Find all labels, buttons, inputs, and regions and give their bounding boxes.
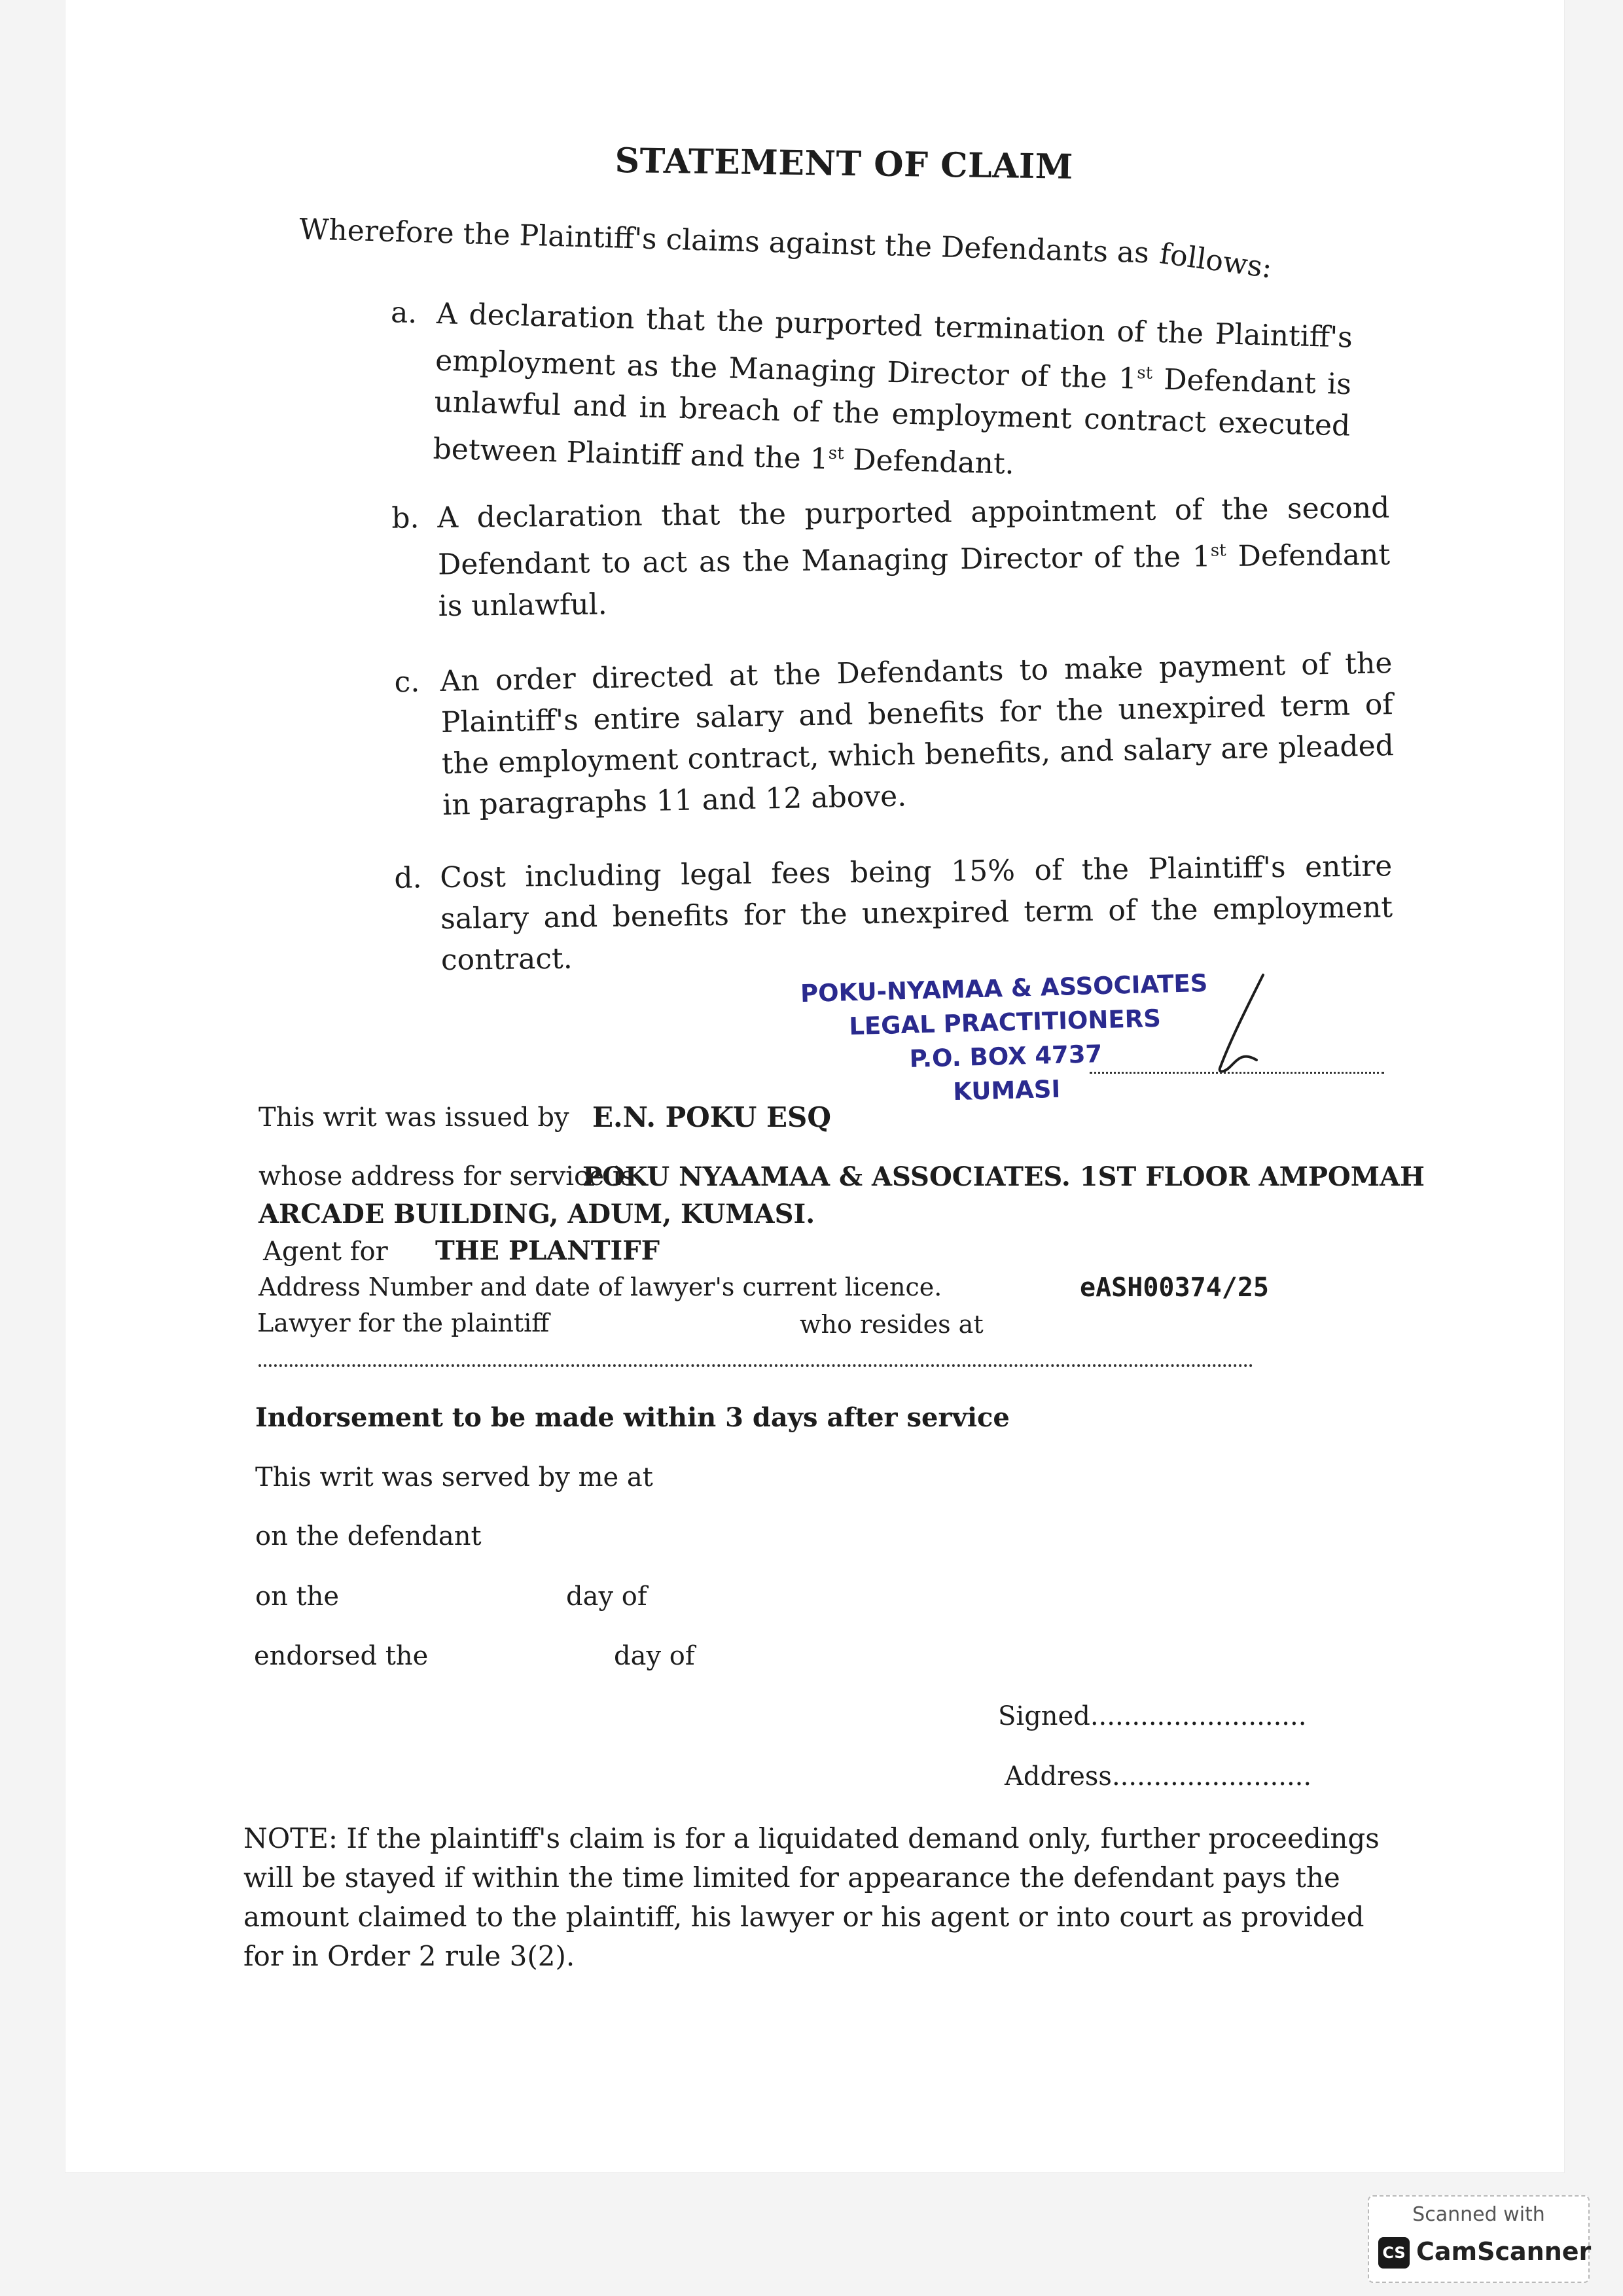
claim-text: Cost including legal fees being 15% of the Plaintiff's entire salary and benefits for the unexpired term of the employment contract. (440, 849, 1393, 977)
claim-text-part: A declaration that the purported appointment of the second Defendant to act as the Managing Director of the 1 (437, 491, 1390, 582)
camscanner-logo-icon: CS (1378, 2237, 1410, 2269)
claim-text (433, 293, 1353, 493)
agent-value: THE PLANTIFF (435, 1235, 660, 1266)
claim-text (437, 487, 1391, 627)
served-at-label: This writ was served by me at (255, 1462, 653, 1492)
claims-intro-main: Wherefore the Plaintiff's claims against the Defendants as (298, 213, 1159, 270)
indorsement-heading: Indorsement to be made within 3 days after service (255, 1402, 1010, 1433)
issued-by-label: This writ was issued by (259, 1103, 569, 1133)
stamp-line: P.O. BOX 4737 (909, 1040, 1103, 1073)
claim-letter: a. (390, 296, 418, 330)
watermark-brand: CamScanner (1416, 2237, 1592, 2266)
document-title: STATEMENT OF CLAIM (615, 141, 1074, 187)
claim-text-part: Defendant is unlawful and in breach of the employment contract executed between Plaintiff and the 1 (433, 362, 1352, 476)
signature-line (1090, 1072, 1384, 1074)
address-line-1: POKU NYAAMAA & ASSOCIATES. 1ST FLOOR AMPOMAH (582, 1161, 1425, 1192)
stamp-line: KUMASI (952, 1074, 1061, 1106)
handwritten-signature (1185, 968, 1302, 1080)
claim-b (391, 487, 1391, 627)
resides-label: who resides at (800, 1310, 984, 1339)
claim-text-part: Defendant. (843, 442, 1015, 481)
endorsed-the-label: endorsed the (254, 1641, 429, 1671)
claim-letter: b. (391, 501, 419, 535)
agent-label: Agent for (263, 1237, 388, 1267)
camscanner-watermark (1368, 2195, 1590, 2283)
claim-text-part: A declaration that the purported termination of the Plaintiff's employment as the Managing Director of the 1 (435, 296, 1353, 396)
claim-letter: d. (394, 861, 422, 895)
address-field: Address........................ (1005, 1761, 1312, 1792)
address-line-2: ARCADE BUILDING, ADUM, KUMASI. (259, 1199, 815, 1229)
lawyer-label: Lawyer for the plaintiff (257, 1309, 550, 1337)
claims-intro-tail: follows: (1158, 237, 1274, 285)
watermark-caption: Scanned with (1412, 2203, 1545, 2226)
ordinal-suffix: st (828, 443, 845, 464)
claim-text-part: Defendant is unlawful. (438, 538, 1391, 623)
ordinal-suffix: st (1136, 363, 1153, 383)
on-the-label: on the (255, 1581, 340, 1612)
day-of-label-2: day of (614, 1641, 695, 1671)
note-paragraph: NOTE: If the plaintiff's claim is for a liquidated demand only, further proceedings will be stayed if within the time limited for appearance the defendant pays the amount claimed to the plaintiff, his lawyer or his agent or into court as provided for in Order 2 rule 3(2). (243, 1822, 1380, 1972)
stamp-line: POKU-NYAMAA & ASSOCIATES (800, 968, 1208, 1008)
licence-label: Address Number and date of lawyer's current licence. (259, 1273, 942, 1301)
on-defendant-label: on the defendant (255, 1521, 482, 1551)
address-label: whose address for service is (259, 1161, 635, 1192)
stamp-line: LEGAL PRACTITIONERS (848, 1004, 1162, 1041)
claim-letter: c. (394, 665, 420, 699)
claim-d (394, 845, 1393, 981)
firm-stamp (800, 966, 1211, 1113)
signed-field: Signed.......................... (998, 1701, 1307, 1731)
issued-by-value: E.N. POKU ESQ (592, 1101, 831, 1133)
day-of-label-1: day of (566, 1581, 647, 1612)
claim-c (394, 643, 1395, 826)
claim-a (390, 293, 1353, 493)
dotted-separator (259, 1364, 1253, 1367)
claim-text: An order directed at the Defendants to make payment of the Plaintiff's entire salary and benefits for the unexpired term of the employment contract, which benefits, and salary are pleaded in paragraphs 11 and 12 above. (440, 646, 1395, 822)
licence-number: eASH00374/25 (1080, 1273, 1269, 1303)
ordinal-suffix: st (1210, 540, 1226, 561)
